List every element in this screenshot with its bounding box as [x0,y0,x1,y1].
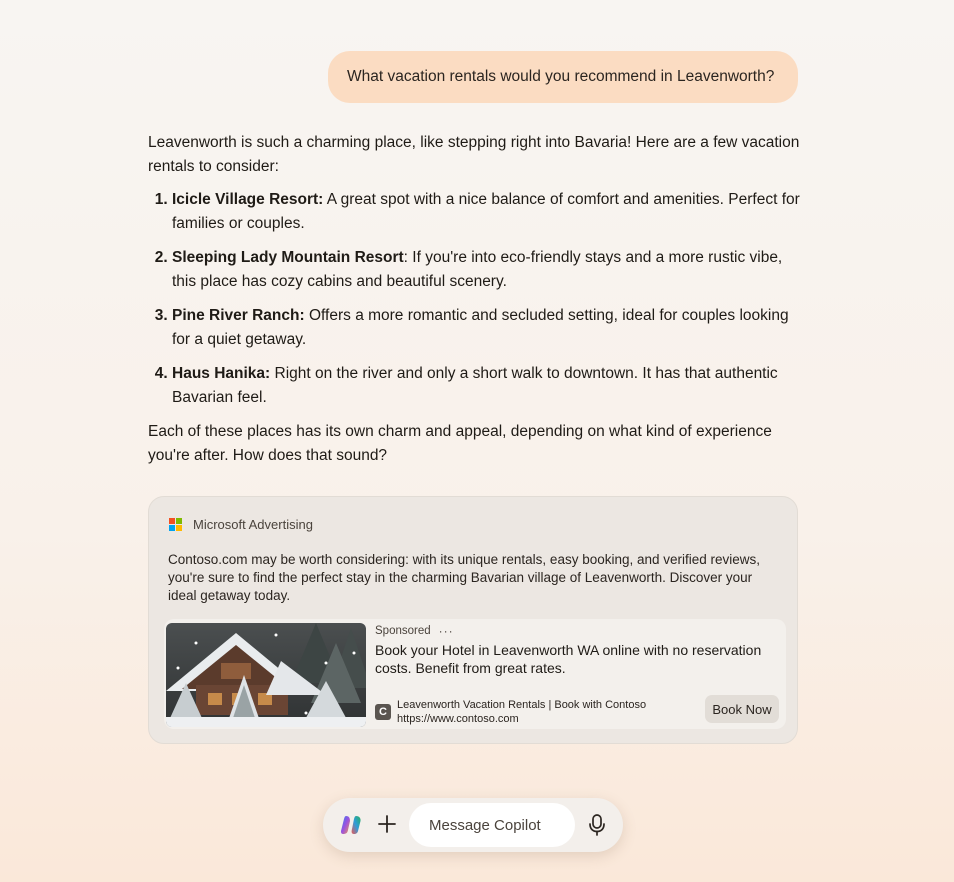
message-input[interactable] [409,803,575,847]
rental-description: Right on the river and only a short walk to downtown. It has that authentic Bavarian feel. [172,365,778,406]
snowy-cabin-photo[interactable] [166,623,366,727]
rental-name: Pine River Ranch: [172,307,305,324]
rental-description: Offers a more romantic and secluded setting, ideal for couples looking for a quiet getaway. [172,307,789,348]
rental-description: A great spot with a nice balance of comfort and amenities. Perfect for families or couples. [172,191,800,232]
ad-description: Contoso.com may be worth considering: with its unique rentals, easy booking, and verified reviews, you're sure to find the perfect stay in the charming Bavarian village of Leavenworth. Discover your ideal getaway today. [168,552,761,603]
plus-icon[interactable] [375,812,399,836]
rental-name: Sleeping Lady Mountain Resort [172,249,404,266]
book-now-button[interactable]: Book Now [705,695,779,723]
ad-source-name: Leavenworth Vacation Rentals | Book with Contoso [397,699,647,711]
copilot-icon[interactable] [339,813,363,837]
ad-source[interactable] [375,698,646,726]
rental-list [148,188,808,409]
microphone-icon[interactable] [585,812,609,838]
user-message-text: What vacation rentals would you recommend in Leavenworth? [347,68,775,85]
rental-description: : If you're into eco-friendly stays and a more rustic vibe, this place has cozy cabins and beautiful scenery. [172,249,783,290]
reply-intro: Leavenworth is such a charming place, like stepping right into Bavaria! Here are a few vacation rentals to consider: [148,134,800,175]
ad-title-link[interactable]: Book your Hotel in Leavenworth WA online with no reservation costs. Benefit from great rates. [375,642,762,676]
list-item [172,362,808,409]
sponsored-label: Sponsored [375,625,431,637]
microsoft-logo-icon [169,518,182,531]
assistant-reply [148,131,808,467]
ad-source-text [397,698,646,726]
message-composer [323,798,623,852]
ad-card [148,496,798,744]
list-item [172,304,808,351]
user-message-bubble [328,51,798,103]
ad-brand-label: Microsoft Advertising [193,517,313,532]
ad-source-url: https://www.contoso.com [397,713,519,725]
ad-sponsored-listing[interactable] [164,619,786,729]
list-item [172,188,808,235]
rental-name: Icicle Village Resort: [172,191,324,208]
contoso-logo-icon: C [375,704,391,720]
rental-name: Haus Hanika: [172,365,271,382]
sponsored-row [375,624,454,638]
reply-outro: Each of these places has its own charm and appeal, depending on what kind of experience you're after. How does that sound? [148,423,772,464]
more-options-icon[interactable]: ··· [438,624,454,638]
list-item [172,246,808,293]
ad-header [169,517,313,532]
